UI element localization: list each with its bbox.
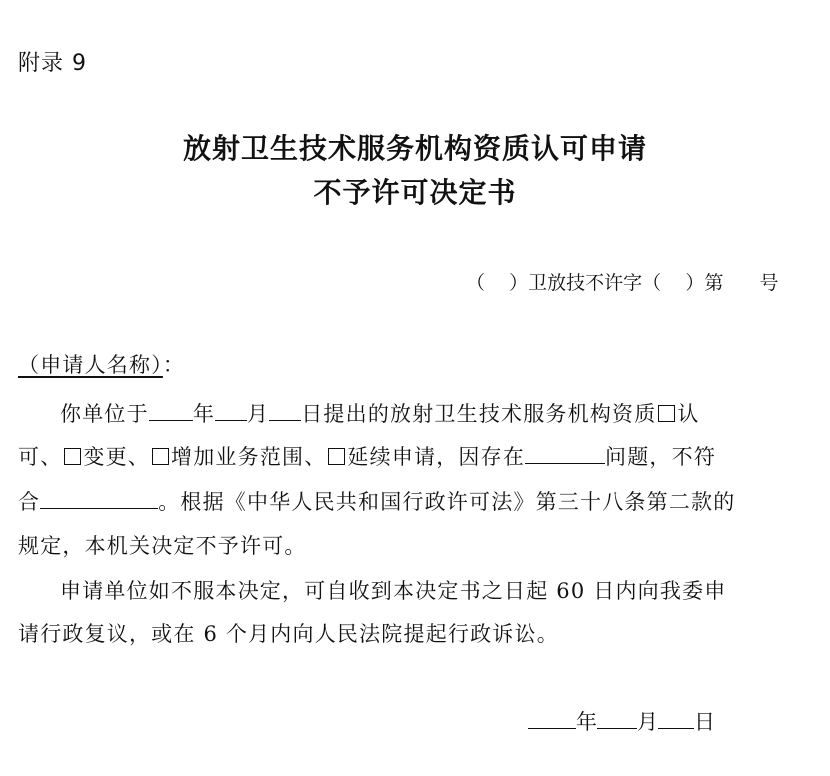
text: 你单位于: [60, 402, 149, 426]
text: 月: [637, 710, 658, 734]
checkbox-icon: [64, 448, 81, 465]
text: 可、: [18, 445, 63, 469]
text: 日提出的放射卫生技术服务机构资质: [301, 402, 657, 426]
day-blank: [269, 400, 301, 421]
checkbox-icon: [328, 448, 345, 465]
text: 变更、: [83, 445, 151, 469]
year-blank: [528, 708, 576, 729]
text: 年: [576, 710, 597, 734]
text: 延续申请，因存在: [347, 445, 526, 469]
appendix-label: 附录 9: [18, 51, 87, 76]
year-blank: [149, 400, 193, 421]
paragraph1-line3: [18, 486, 816, 516]
text: 增加业务范围、: [171, 445, 327, 469]
month-blank: [597, 708, 637, 729]
document-title-line2: 不予许可决定书: [313, 176, 517, 209]
text: 合: [18, 490, 41, 514]
standard-blank: [40, 488, 158, 509]
checkbox-icon: [152, 448, 169, 465]
text: 认: [677, 402, 700, 426]
addressee: [18, 349, 816, 379]
paragraph2-line2: 请行政复议，或在 6 个月内向人民法院提起行政诉讼。: [18, 622, 559, 646]
text: 年: [192, 402, 216, 426]
text: 。根据《中华人民共和国行政许可法》第三十八条第二款的: [158, 490, 736, 514]
paragraph1-line4: 规定，本机关决定不予许可。: [18, 534, 307, 558]
addressee-colon: ：: [162, 353, 186, 377]
month-blank: [215, 400, 247, 421]
checkbox-icon: [658, 405, 675, 422]
text: 问题，不符: [605, 445, 717, 469]
text: 日: [694, 710, 715, 734]
date-line: [528, 706, 715, 736]
paragraph2-line1: 申请单位如不服本决定，可自收到本决定书之日起 60 日内向我委申: [60, 579, 727, 603]
problem-blank: [525, 443, 605, 464]
document-title-line1: 放射卫生技术服务机构资质认可申请: [182, 132, 647, 165]
text: 月: [247, 402, 270, 426]
day-blank: [658, 708, 694, 729]
paragraph1-line1: [18, 398, 816, 428]
applicant-name-placeholder: （申请人名称）: [18, 353, 163, 377]
paragraph1-line2: [18, 441, 816, 471]
document-number: （ ）卫放技不许字（ ）第 号: [466, 272, 779, 294]
